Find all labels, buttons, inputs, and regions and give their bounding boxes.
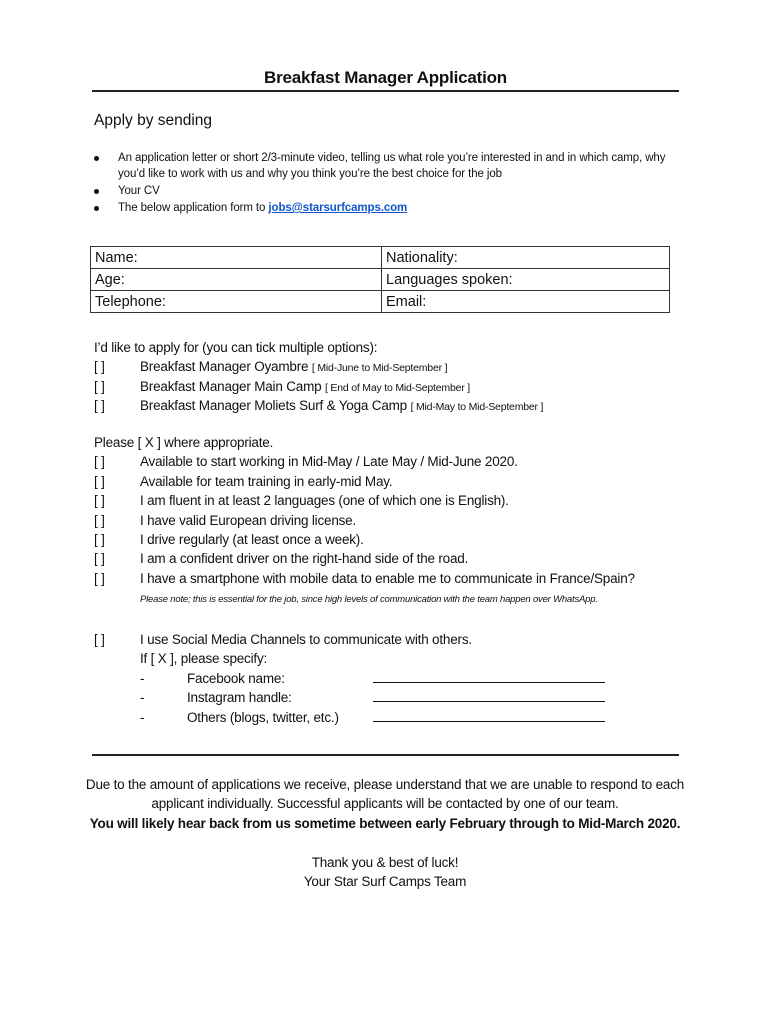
requirement-item	[94, 472, 393, 491]
bullet-dot-icon	[94, 189, 99, 194]
page-title: Breakfast Manager Application	[264, 68, 507, 87]
social-specify-text: If [ X ], please specify:	[140, 651, 268, 667]
requirement-text: I am fluent in at least 2 languages (one of which one is English).	[140, 493, 509, 509]
social-field-label: Others (blogs, twitter, etc.)	[187, 709, 339, 725]
position-label	[140, 396, 543, 417]
positions-intro	[94, 338, 377, 357]
apply-bullet-list	[94, 150, 674, 217]
list-dash: -	[140, 670, 145, 686]
requirement-checkbox[interactable]: [ ]	[94, 551, 105, 567]
social-statement: I use Social Media Channels to communicate with others.	[140, 632, 472, 647]
footer-line-2: applicant individually. Successful applicants will be contacted by one of our team.	[151, 796, 619, 812]
languages-field[interactable]: Languages spoken:	[382, 269, 670, 291]
footer-spacer	[80, 833, 690, 852]
requirements-intro	[94, 433, 273, 452]
requirement-checkbox[interactable]: [ ]	[94, 493, 105, 509]
footer-signature: Your Star Surf Camps Team	[303, 874, 467, 890]
position-period: [ End of May to Mid-September ]	[325, 381, 470, 394]
bullet-item	[94, 150, 674, 182]
positions-intro-text: I’d like to apply for (you can tick multiple options):	[94, 340, 378, 355]
position-label	[140, 357, 447, 378]
bullet-text: An application letter or short 2/3-minute video, telling us what role you’re interested in and in which camp, why you’d like to work with us and why you think you’re the best choice for the job	[118, 152, 666, 180]
bullet-dot-icon	[94, 156, 99, 161]
requirement-item	[94, 549, 469, 568]
position-period: [ Mid-May to Mid-September ]	[410, 401, 544, 414]
whatsapp-note: Please note; this is essential for the job, since high levels of communication with the team happen over WhatsApp.	[140, 594, 598, 605]
list-dash: -	[140, 690, 145, 706]
top-divider	[92, 90, 679, 92]
bullet-item	[94, 200, 674, 216]
applicant-info-table	[90, 246, 670, 313]
requirement-item	[94, 530, 364, 549]
facebook-name-input[interactable]	[373, 682, 605, 683]
position-label	[140, 377, 470, 398]
footer-bold-line: You will likely hear back from us sometime between early February through to Mid-March 2020.	[89, 815, 681, 831]
requirement-item	[94, 452, 518, 471]
positions-section	[94, 338, 544, 416]
nationality-field[interactable]: Nationality:	[382, 247, 670, 269]
bottom-divider	[92, 754, 679, 756]
apply-heading: Apply by sending	[94, 112, 213, 129]
age-field[interactable]: Age:	[91, 269, 382, 291]
requirement-text: I have a smartphone with mobile data to enable me to communicate in France/Spain?	[140, 570, 635, 586]
position-option	[94, 357, 448, 376]
position-checkbox[interactable]: [ ]	[94, 359, 105, 375]
email-link[interactable]: jobs@starsurfcamps.com	[268, 202, 408, 214]
bullet-dot-icon	[94, 206, 99, 211]
requirement-text: I have valid European driving license.	[140, 512, 357, 528]
footer-thanks: Thank you & best of luck!	[311, 854, 459, 870]
requirement-item	[94, 491, 509, 510]
instagram-handle-input[interactable]	[373, 701, 605, 702]
requirement-checkbox[interactable]: [ ]	[94, 473, 105, 489]
position-name: Breakfast Manager Main Camp	[140, 378, 322, 394]
requirement-checkbox[interactable]: [ ]	[94, 570, 105, 586]
social-field-label: Facebook name:	[187, 670, 285, 686]
others-input[interactable]	[373, 721, 605, 722]
social-checkbox[interactable]: [ ]	[94, 632, 105, 647]
requirement-text: Available to start working in Mid-May / Late May / Mid-June 2020.	[140, 454, 518, 470]
requirements-section	[94, 433, 635, 605]
requirement-text: Available for team training in early-mid May.	[140, 473, 393, 489]
bullet-text: The below application form to	[118, 202, 269, 214]
requirements-intro-text: Please [ X ] where appropriate.	[94, 435, 274, 450]
requirement-text: I am a confident driver on the right-hand side of the road.	[140, 551, 469, 567]
list-dash: -	[140, 709, 145, 725]
name-field[interactable]: Name:	[91, 247, 382, 269]
position-option	[94, 377, 470, 396]
requirement-item	[94, 569, 635, 588]
position-name: Breakfast Manager Moliets Surf & Yoga Camp	[140, 398, 407, 414]
footer-line-1: Due to the amount of applications we receive, please understand that we are unable to respond to each	[85, 777, 685, 792]
position-period: [ Mid-June to Mid-September ]	[311, 362, 448, 375]
requirement-item	[94, 511, 357, 530]
requirement-checkbox[interactable]: [ ]	[94, 454, 105, 470]
requirement-checkbox[interactable]: [ ]	[94, 531, 105, 547]
email-field[interactable]: Email:	[382, 291, 670, 313]
requirement-text: I drive regularly (at least once a week).	[140, 531, 364, 547]
position-checkbox[interactable]: [ ]	[94, 398, 105, 414]
bullet-text: Your CV	[118, 185, 160, 197]
position-name: Breakfast Manager Oyambre	[140, 359, 309, 375]
requirement-checkbox[interactable]: [ ]	[94, 512, 105, 528]
footer	[80, 775, 690, 891]
bullet-item	[94, 183, 674, 199]
position-option	[94, 396, 544, 415]
social-field-label: Instagram handle:	[187, 690, 292, 706]
telephone-field[interactable]: Telephone:	[91, 291, 382, 313]
position-checkbox[interactable]: [ ]	[94, 378, 105, 394]
